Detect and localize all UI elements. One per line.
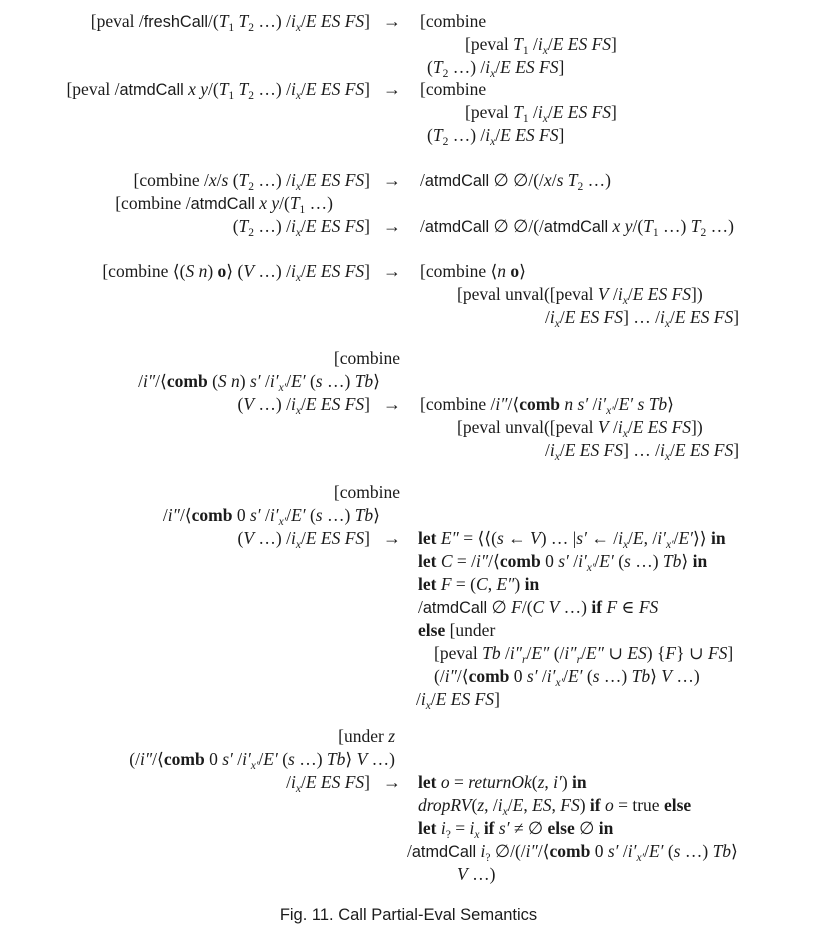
combine-comb-succ-rhs-line: [peval unval([peval V $/i_x/E$ ES FS]) <box>457 417 703 440</box>
rewrite-arrow-icon: → <box>383 79 401 99</box>
combine-comb-zero-rhs-line: (/i″/⟨comb 0 s′ $/i'_{x'}/E'$ (s …) Tb⟩ V …) <box>434 666 700 689</box>
peval-atmd-call-rhs-line: [combine <box>420 79 487 99</box>
peval-atmd-call-rhs-line: [peval $T_1$ $/i_x/E$ ES FS] <box>465 102 617 125</box>
combine-succ-operative-lhs-line: [combine ⟨(S n) o⟩ (V …) $/i_x/E$ ES FS] <box>102 261 370 284</box>
combine-comb-succ-lhs-line: /i″/⟨comb (S n) s′ $/i'_{x'}/E'$ (s …) Tb⟩ <box>138 371 380 394</box>
peval-fresh-call-rhs-line: [peval $T_1$ $/i_x/E$ ES FS] <box>465 34 617 57</box>
combine-comb-zero-lhs-line: (V …) $/i_x/E$ ES FS] <box>237 528 370 551</box>
under-return-lhs-line: (/i″/⟨comb 0 s′ $/i'_{x'}/E'$ (s …) Tb⟩ V …) <box>129 749 395 772</box>
peval-fresh-call-rhs-line: [combine <box>420 11 487 31</box>
peval-fresh-call-lhs-line: [peval $/freshCall/(T_1$ $T_2$ …) $/i_x/E$ ES FS] <box>90 11 370 34</box>
rewrite-arrow-icon: → <box>383 216 401 236</box>
combine-succ-operative-rhs-line: [combine ⟨n o⟩ <box>420 261 526 281</box>
combine-atmd-call-head-rhs-line: /atmdCall ∅ ∅/(/atmdCall x $y/(T_1$ …) $T_2$ …) <box>420 216 734 239</box>
combine-comb-succ-rhs-line: [combine /i″/⟨comb n s′ $/i'_{x'}/E'$ s Tb⟩ <box>420 394 674 417</box>
rewrite-arrow-icon: → <box>383 170 401 190</box>
figure-caption: Fig. 11. Call Partial-Eval Semantics <box>279 906 538 924</box>
under-return-rhs-line: V …) <box>457 864 496 884</box>
combine-var-head-lhs-line: [combine /x/s ($T_2$ …) $/i_x/E$ ES FS] <box>133 170 370 193</box>
under-return-lhs-line: $/i_x/E$ ES FS] <box>286 772 370 795</box>
rewrite-arrow-icon: → <box>383 528 401 548</box>
rewrite-arrow-icon: → <box>383 11 401 31</box>
combine-atmd-call-head-lhs-line: ($T_2$ …) $/i_x/E$ ES FS] <box>232 216 370 239</box>
combine-var-head-rhs-line: /atmdCall ∅ ∅/(/x/s $T_2$ …) <box>420 170 611 193</box>
rewrite-arrow-icon: → <box>383 261 401 281</box>
combine-comb-zero-lhs-line: [combine <box>333 482 400 502</box>
combine-comb-zero-lhs-line: /i″/⟨comb 0 s′ $/i'_{x'}/E'$ (s …) Tb⟩ <box>162 505 380 528</box>
combine-succ-operative-rhs-line: $/i_x/E$ ES FS] … $/i_x/E$ ES FS] <box>545 307 740 330</box>
combine-comb-zero-rhs-line: let C = /i″/⟨comb 0 s′ $/i'_{x'}/E'$ (s …) Tb⟩ in <box>418 551 708 574</box>
combine-comb-zero-rhs-line: let E″ = ⟨⟨(s ← V) … |s′ ← $/i_x/E$, $/i'_{x'}/E'⟩⟩$ in <box>418 528 726 551</box>
under-return-rhs-line: let $i_? = i_x$ if s′ ≠ ∅ else ∅ in <box>418 818 614 841</box>
under-return-lhs-line: [under z <box>338 726 395 746</box>
combine-comb-zero-rhs-line: else [under <box>418 620 496 640</box>
combine-comb-succ-lhs-line: [combine <box>333 348 400 368</box>
combine-comb-zero-rhs-line: /atmdCall ∅ F/(C V …) if F ∈ FS <box>418 597 659 617</box>
under-return-rhs-line: let o = returnOk(z, i′) in <box>418 772 587 792</box>
under-return-rhs-line: dropRV(z, $/i_x/E$, ES, FS) if o = true else <box>418 795 692 818</box>
rewrite-arrow-icon: → <box>383 772 401 792</box>
peval-atmd-call-lhs-line: [peval /atmdCall x $y/(T_1$ $T_2$ …) $/i_x/E$ ES FS] <box>66 79 370 102</box>
under-return-rhs-line: /atmdCall $i_?$ ∅/(/i″/⟨comb 0 s′ $/i'_{x'}/E'$ (s …) Tb⟩ <box>407 841 738 864</box>
combine-succ-operative-rhs-line: [peval unval([peval V $/i_x/E$ ES FS]) <box>457 284 703 307</box>
combine-comb-zero-rhs-line: $/i_x/E$ ES FS] <box>416 689 500 712</box>
peval-atmd-call-rhs-line: ($T_2$ …) $/i_x/E$ ES FS] <box>427 125 565 148</box>
combine-comb-succ-lhs-line: (V …) $/i_x/E$ ES FS] <box>237 394 370 417</box>
rewrite-arrow-icon: → <box>383 394 401 414</box>
peval-fresh-call-rhs-line: ($T_2$ …) $/i_x/E$ ES FS] <box>427 57 565 80</box>
combine-comb-zero-rhs-line: [peval Tb $/i''_r/E''$ ($/i''_r/E''$ ∪ ES) {F} ∪ FS] <box>434 643 734 666</box>
combine-comb-succ-rhs-line: $/i_x/E$ ES FS] … $/i_x/E$ ES FS] <box>545 440 740 463</box>
combine-comb-zero-rhs-line: let F = (C, E″) in <box>418 574 540 594</box>
combine-atmd-call-head-lhs-line: [combine /atmdCall x $y/(T_1$ …) <box>115 193 333 216</box>
